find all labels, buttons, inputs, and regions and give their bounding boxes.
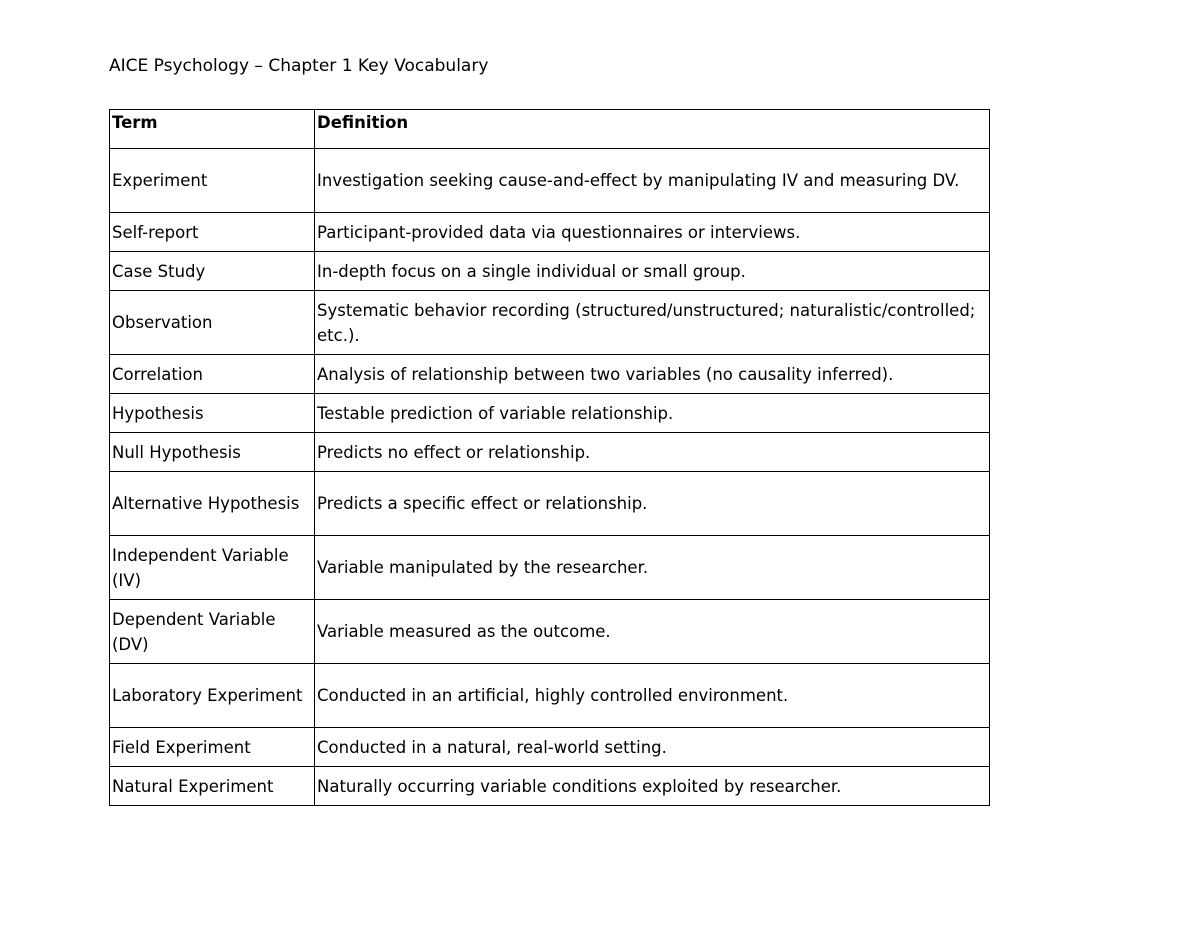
definition-cell: Variable manipulated by the researcher. (315, 536, 990, 600)
definition-cell: Naturally occurring variable conditions exploited by researcher. (315, 767, 990, 806)
table-row (110, 767, 990, 806)
vocabulary-table (109, 109, 990, 806)
term-cell: Experiment (110, 149, 315, 213)
table-row (110, 291, 990, 355)
definition-cell: Testable prediction of variable relationship. (315, 394, 990, 433)
table-row (110, 149, 990, 213)
term-cell: Correlation (110, 355, 315, 394)
column-header-term: Term (110, 110, 315, 149)
definition-cell: Predicts no effect or relationship. (315, 433, 990, 472)
definition-cell: Participant-provided data via questionnaires or interviews. (315, 213, 990, 252)
table-row (110, 213, 990, 252)
term-cell: Dependent Variable (DV) (110, 600, 315, 664)
term-cell: Alternative Hypothesis (110, 472, 315, 536)
term-cell: Observation (110, 291, 315, 355)
document-title: AICE Psychology – Chapter 1 Key Vocabulary (109, 56, 489, 76)
definition-cell: Conducted in a natural, real-world setting. (315, 728, 990, 767)
definition-cell: Conducted in an artificial, highly controlled environment. (315, 664, 990, 728)
table-row (110, 394, 990, 433)
table-header-row (110, 110, 990, 149)
term-cell: Null Hypothesis (110, 433, 315, 472)
term-cell: Independent Variable (IV) (110, 536, 315, 600)
term-cell: Natural Experiment (110, 767, 315, 806)
table-row (110, 355, 990, 394)
table-row (110, 600, 990, 664)
table-row (110, 433, 990, 472)
definition-cell: In-depth focus on a single individual or small group. (315, 252, 990, 291)
table-row (110, 728, 990, 767)
term-cell: Hypothesis (110, 394, 315, 433)
definition-cell: Predicts a specific effect or relationship. (315, 472, 990, 536)
definition-cell: Systematic behavior recording (structured/unstructured; naturalistic/controlled; etc.). (315, 291, 990, 355)
table-row (110, 472, 990, 536)
term-cell: Field Experiment (110, 728, 315, 767)
table-row (110, 536, 990, 600)
term-cell: Laboratory Experiment (110, 664, 315, 728)
table-row (110, 252, 990, 291)
definition-cell: Investigation seeking cause-and-effect by manipulating IV and measuring DV. (315, 149, 990, 213)
table-row (110, 664, 990, 728)
term-cell: Self-report (110, 213, 315, 252)
definition-cell: Analysis of relationship between two variables (no causality inferred). (315, 355, 990, 394)
term-cell: Case Study (110, 252, 315, 291)
column-header-definition: Definition (315, 110, 990, 149)
definition-cell: Variable measured as the outcome. (315, 600, 990, 664)
